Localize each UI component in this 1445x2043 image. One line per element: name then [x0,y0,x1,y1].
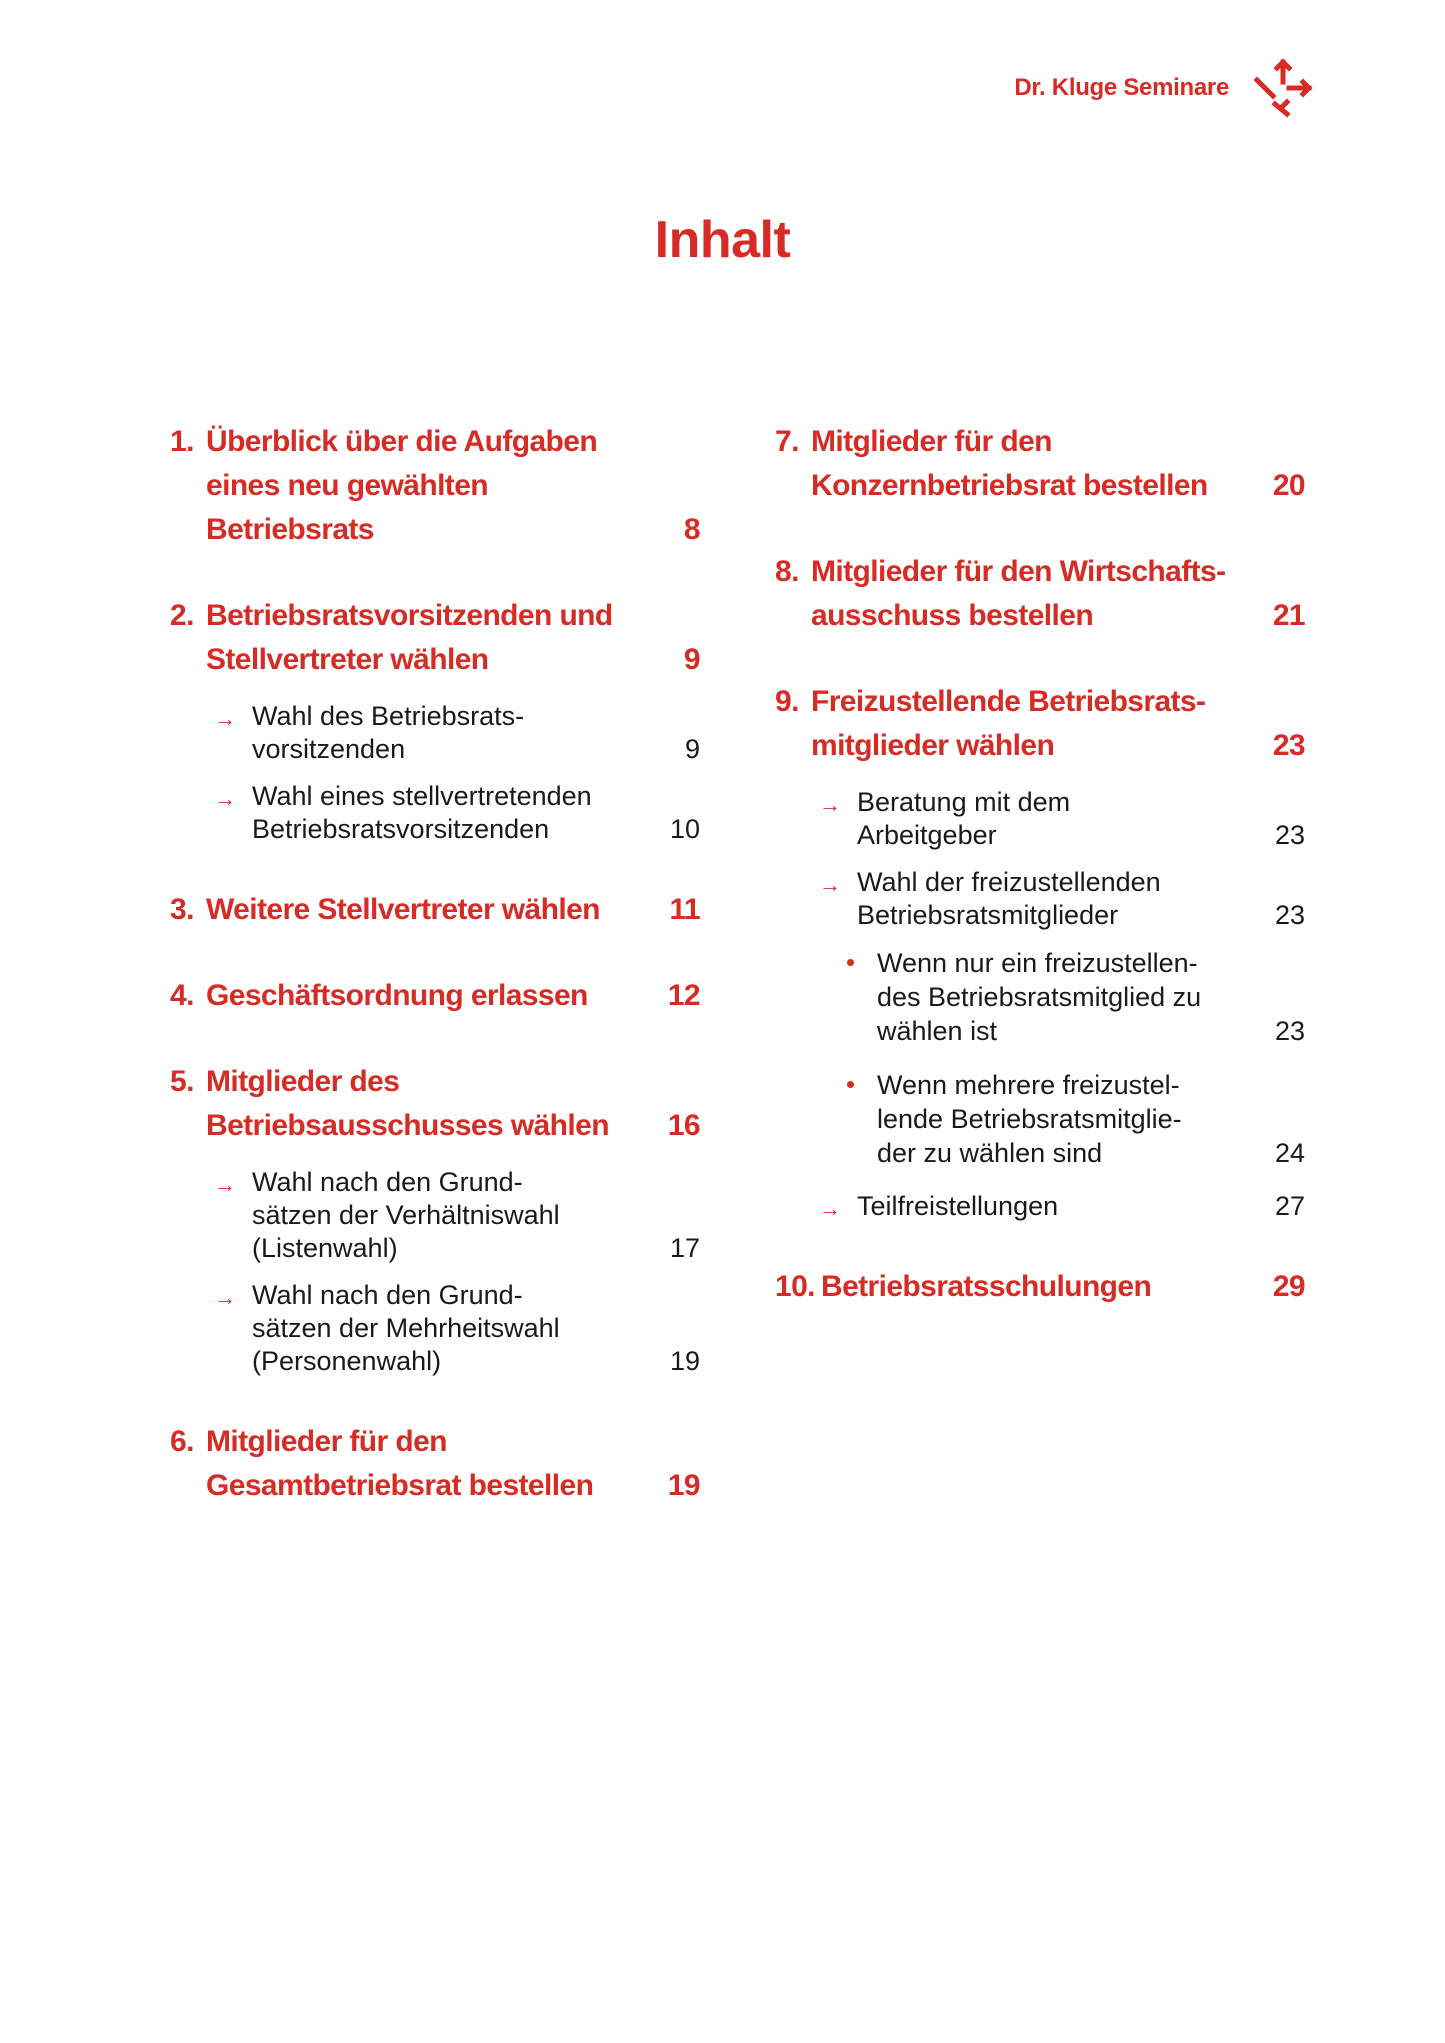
subitem-page: 17 [669,1233,700,1263]
toc-chapter[interactable] [775,1265,1305,1309]
subitem-text: Beratung mit dem Arbeitgeber [857,787,1071,850]
chapter-title: Mitglieder für den Wirtschafts- ausschuss bestellen [811,555,1226,632]
toc-right-column [775,420,1305,1351]
toc-bullet-item[interactable] [775,946,1305,1048]
arrow-right-icon: → [819,1196,841,1221]
toc-subitem[interactable] [170,1279,700,1378]
chapter-page: 29 [1272,1270,1305,1303]
toc-chapter[interactable] [775,680,1305,1223]
toc-chapter[interactable] [775,550,1305,638]
chapter-number: 3. [170,893,194,926]
chapter-page: 19 [667,1469,700,1502]
subitem-page: 27 [1274,1191,1305,1221]
arrow-right-icon: → [819,872,841,897]
toc-left-column [170,420,700,1550]
chapter-title: Freizustellende Betriebsrats- mitglieder wählen [811,685,1206,762]
subitem-text: Wahl der freizustellenden Betriebsratsmitglieder [857,867,1161,930]
subitem-text: Teilfreistellungen [857,1191,1059,1221]
chapter-number: 4. [170,979,194,1012]
chapter-title: Überblick über die Aufgaben eines neu gewählten Betriebsrats [206,425,598,546]
toc-chapter[interactable] [170,974,700,1018]
subitem-page: 23 [1274,820,1305,850]
subitem-page: 23 [1274,900,1305,930]
arrow-right-icon: → [214,1172,236,1197]
toc-bullet-item[interactable] [775,1068,1305,1170]
bullet-page: 24 [1274,1138,1305,1168]
chapter-number: 1. [170,425,194,458]
chapter-number: 10. [775,1270,815,1303]
toc-subitem[interactable] [170,700,700,766]
toc-chapter[interactable] [170,420,700,552]
bullet-text: Wenn mehrere freizustel- lende Betriebsratsmitglie- der zu wählen sind [877,1070,1182,1168]
subitem-page: 10 [669,814,700,844]
toc-chapter[interactable] [170,1060,700,1378]
chapter-title: Betriebsratsvorsitzenden und Stellvertreter wählen [206,599,613,676]
chapter-number: 9. [775,685,799,718]
chapter-title: Mitglieder des Betriebsausschusses wählen [206,1065,609,1142]
bullet-dot-icon [847,959,854,966]
chapter-title: Geschäftsordnung erlassen [206,979,588,1012]
chapter-title: Mitglieder für den Konzernbetriebsrat bestellen [811,425,1208,502]
subitem-text: Wahl nach den Grund- sätzen der Verhältniswahl (Listenwahl) [252,1167,560,1263]
chapter-page: 21 [1272,599,1305,632]
bullet-text: Wenn nur ein freizustellen- des Betriebsratsmitglied zu wählen ist [877,948,1202,1046]
chapter-title: Mitglieder für den Gesamtbetriebsrat bestellen [206,1425,594,1502]
toc-chapter[interactable] [170,594,700,846]
toc-subitem[interactable] [170,1166,700,1265]
arrow-right-icon: → [214,1285,236,1310]
chapter-page: 23 [1272,729,1305,762]
chapter-number: 6. [170,1425,194,1458]
page-title: Inhalt [654,211,791,269]
chapter-number: 2. [170,599,194,632]
subitem-text: Wahl nach den Grund- sätzen der Mehrheitswahl (Personenwahl) [252,1280,560,1376]
toc-subitem[interactable] [775,786,1305,852]
chapter-title: Weitere Stellvertreter wählen [206,893,600,926]
chapter-page: 9 [683,643,700,676]
toc-chapter[interactable] [170,888,700,932]
chapter-page: 11 [669,893,700,926]
arrow-right-icon: → [214,786,236,811]
subitem-page: 9 [684,734,700,764]
chapter-number: 7. [775,425,799,458]
subitem-text: Wahl des Betriebsrats- vorsitzenden [252,701,525,764]
bullet-page: 23 [1274,1016,1305,1046]
brand-name: Dr. Kluge Seminare [1014,74,1229,101]
arrow-right-icon: → [819,792,841,817]
arrows-logo-icon [1251,56,1315,120]
subitem-page: 19 [669,1346,700,1376]
toc-subitem[interactable] [775,866,1305,932]
chapter-number: 8. [775,555,799,588]
chapter-title: Betriebsratsschulungen [821,1270,1152,1303]
arrow-right-icon: → [214,706,236,731]
brand [1014,56,1315,120]
chapter-page: 16 [667,1109,700,1142]
toc-chapter[interactable] [775,420,1305,508]
chapter-page: 8 [683,513,700,546]
chapter-page: 20 [1272,469,1305,502]
bullet-dot-icon [847,1081,854,1088]
toc-subitem[interactable] [775,1190,1305,1223]
toc-subitem[interactable] [170,780,700,846]
subitem-text: Wahl eines stellvertretenden Betriebsratsvorsitzenden [252,781,592,844]
chapter-number: 5. [170,1065,194,1098]
toc-chapter[interactable] [170,1420,700,1508]
chapter-page: 12 [667,979,700,1012]
